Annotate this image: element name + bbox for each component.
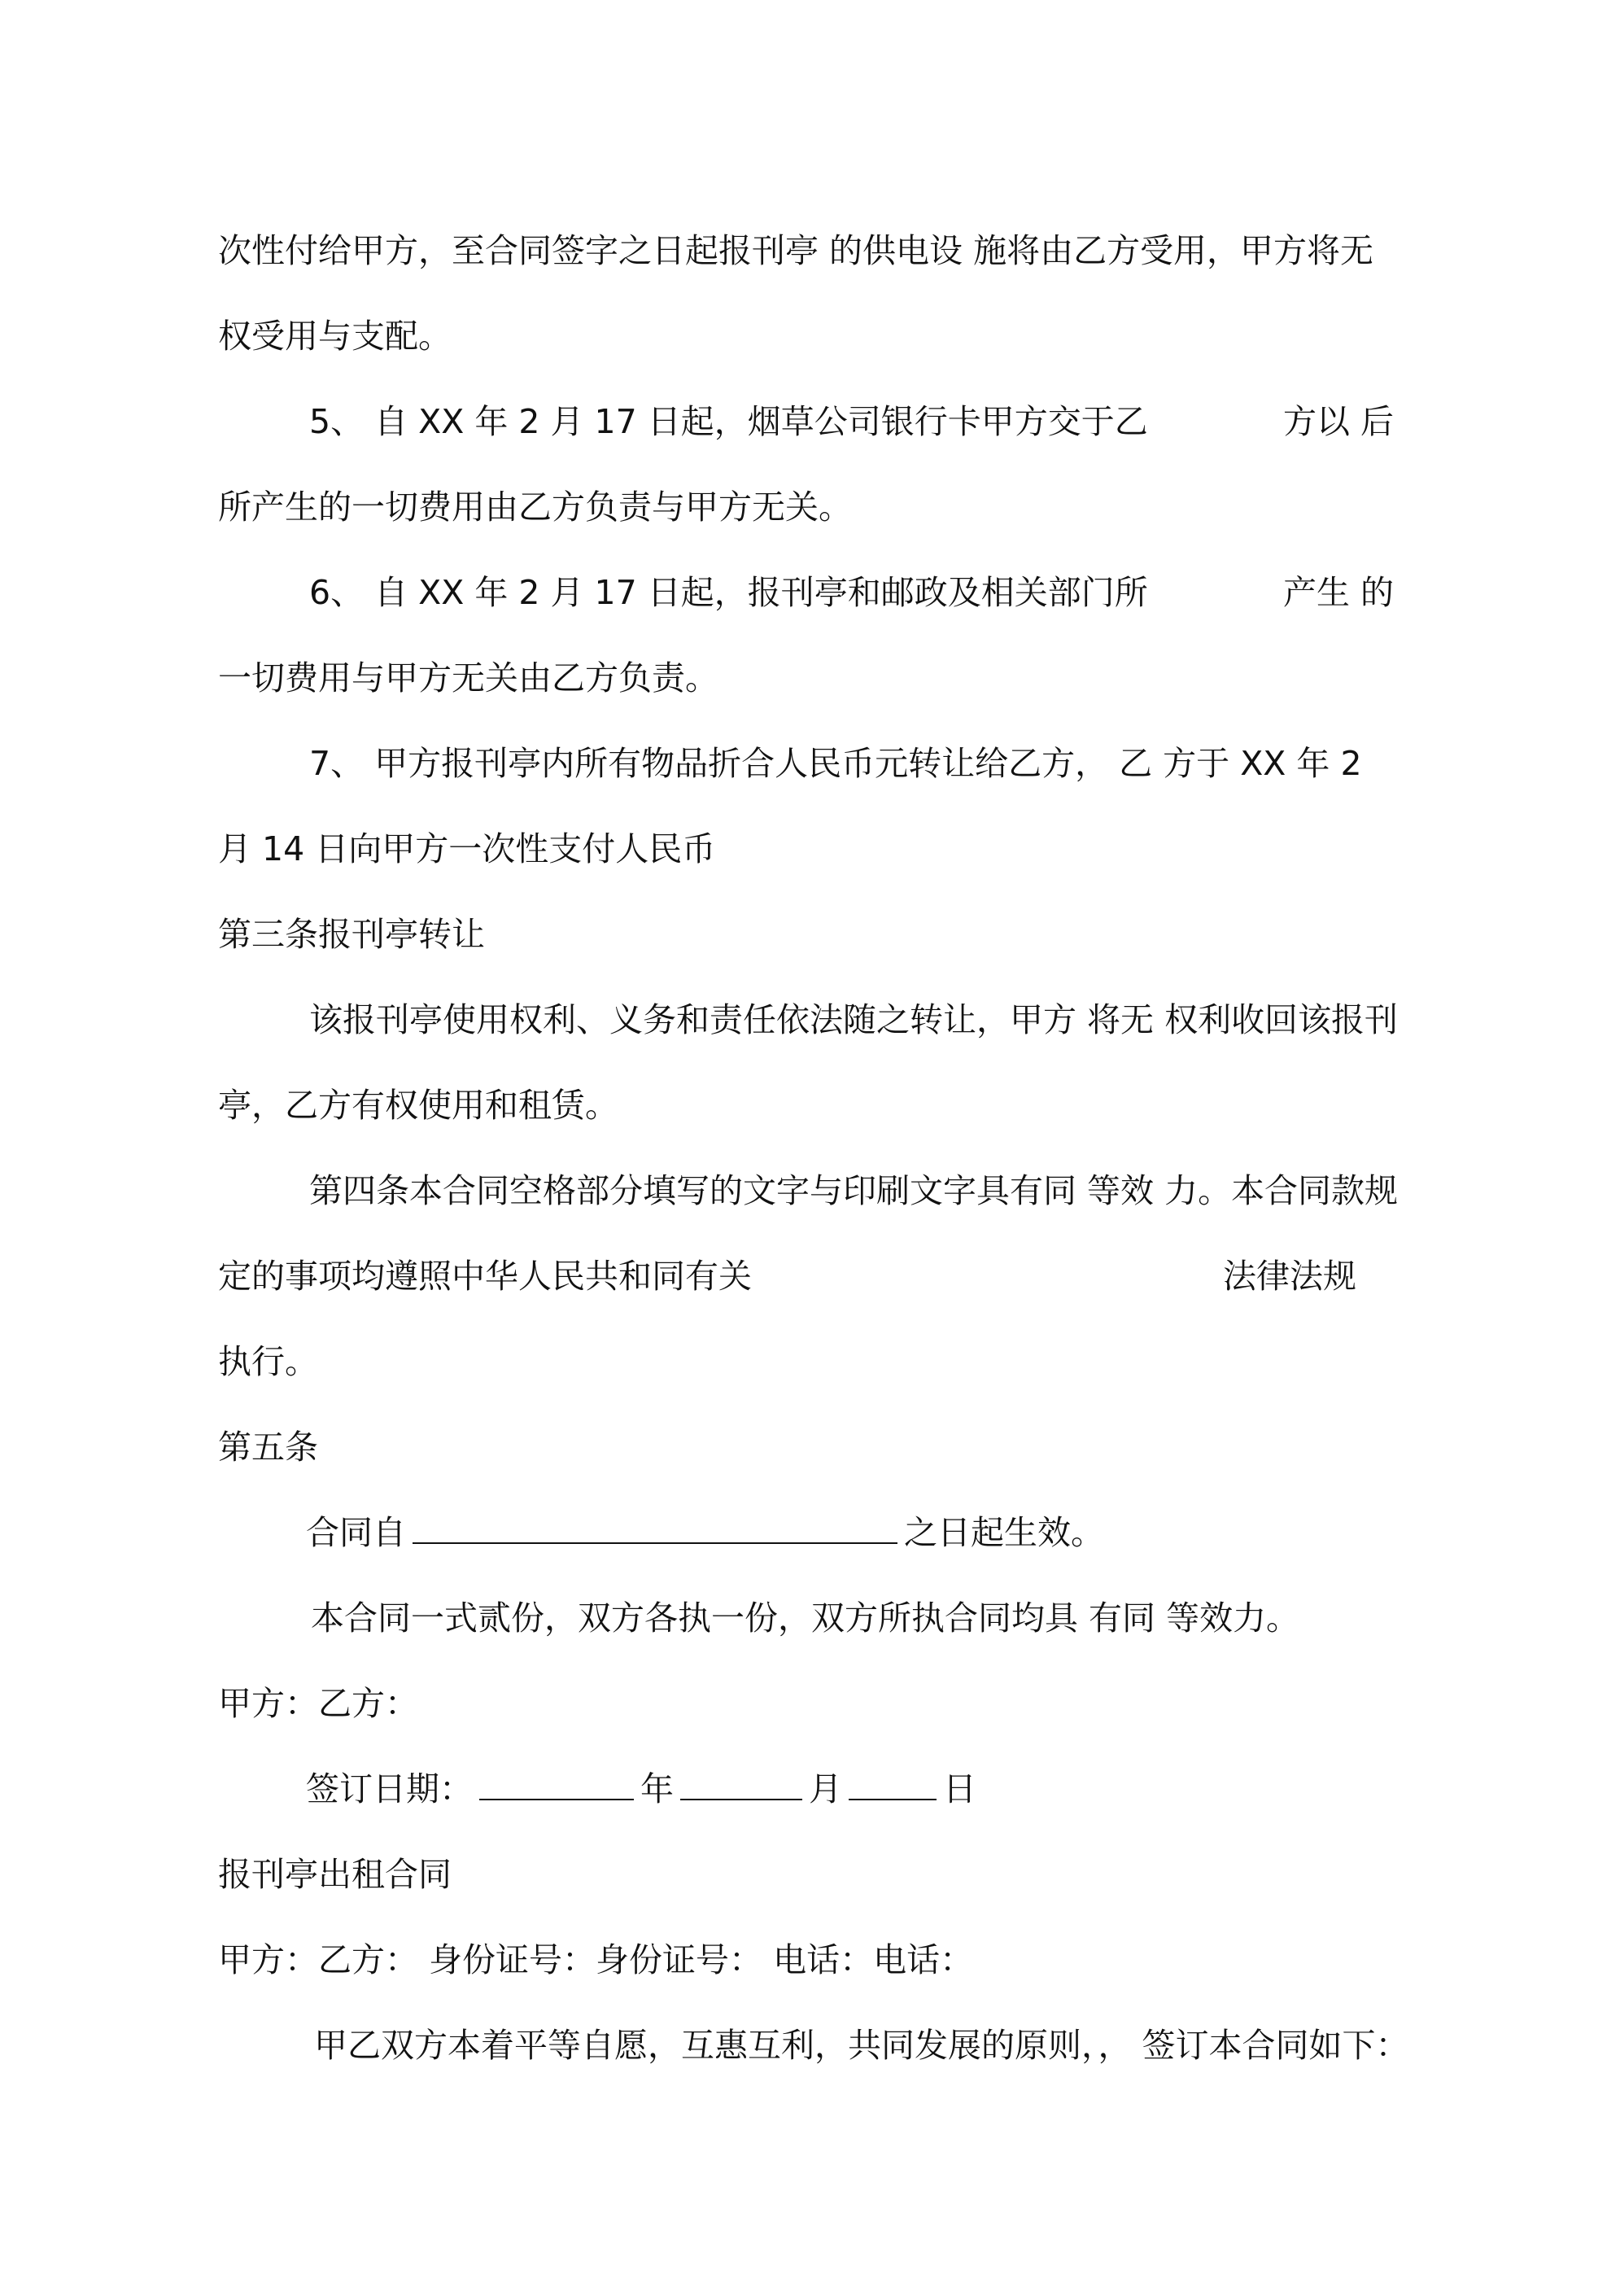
signing-date-label: 签订日期： <box>306 1769 473 1808</box>
month-label: 月 <box>809 1769 842 1808</box>
clause-7-line: 7、 甲方报刊亭内所有物品折合人民币元转让给乙方， 乙 方于 XX 年 2 <box>309 744 1362 783</box>
text-line: 次性付给甲方，至合同签字之日起报刊亭 的供电设 施将由乙方受用，甲方将无 <box>218 231 1374 270</box>
contract-title: 报刊亭出租合同 <box>218 1855 452 1894</box>
section-heading-5: 第五条 <box>218 1428 318 1467</box>
text-line: 一切费用与甲方无关由乙方负责。 <box>218 658 718 698</box>
effective-suffix: 之日起生效。 <box>904 1513 1104 1552</box>
clause-5-line-end: 方以 后 <box>1283 402 1395 441</box>
effective-date-line <box>306 1508 1104 1557</box>
effective-label: 合同自 <box>306 1513 406 1552</box>
text-line: 该报刊亭使用权利、义务和责任依法随之转让，甲方 将无 权利收回该报刊 <box>309 1000 1399 1039</box>
year-label: 年 <box>640 1769 674 1808</box>
text-line: 执行。 <box>218 1342 318 1381</box>
text-line: 权受用与支配。 <box>218 317 452 356</box>
party-info-line: 甲方：乙方： 身份证号：身份证号： 电话：电话： <box>218 1940 974 1979</box>
text-line: 本合同一式贰份，双方各执一份，双方所执合同均具 有同 等效力。 <box>311 1598 1300 1638</box>
party-line: 甲方：乙方： <box>218 1684 418 1723</box>
month-blank <box>680 1765 802 1800</box>
effective-date-blank <box>413 1508 897 1544</box>
clause-6-line-end: 产生 的 <box>1283 573 1395 612</box>
day-blank <box>849 1765 937 1800</box>
year-blank <box>479 1765 634 1800</box>
signing-date-line <box>306 1765 976 1813</box>
section-4-line: 第四条本合同空格部分填写的文字与印刷文字具有同 等效 力。本合同款规 <box>309 1171 1399 1210</box>
clause-6-line: 6、 自 XX 年 2 月 17 日起，报刊亭和邮政及相关部门所 <box>309 573 1148 612</box>
text-line: 定的事项均遵照中华人民共和同有关 <box>218 1257 752 1296</box>
section-heading-3: 第三条报刊亭转让 <box>218 915 485 954</box>
text-line: 月 14 日向甲方一次性支付人民币 <box>218 829 716 868</box>
text-line: 亭，乙方有权使用和租赁。 <box>218 1086 618 1125</box>
text-line: 甲乙双方本着平等自愿，互惠互利，共同发展的原则，， 签订本合同如下： <box>314 2026 1409 2065</box>
text-line: 所产生的一切费用由乙方负责与甲方无关。 <box>218 488 852 527</box>
day-label: 日 <box>943 1769 976 1808</box>
clause-5-line: 5、 自 XX 年 2 月 17 日起，烟草公司银行卡甲方交于乙 <box>309 402 1148 441</box>
text-line-end: 法律法规 <box>1223 1257 1356 1296</box>
